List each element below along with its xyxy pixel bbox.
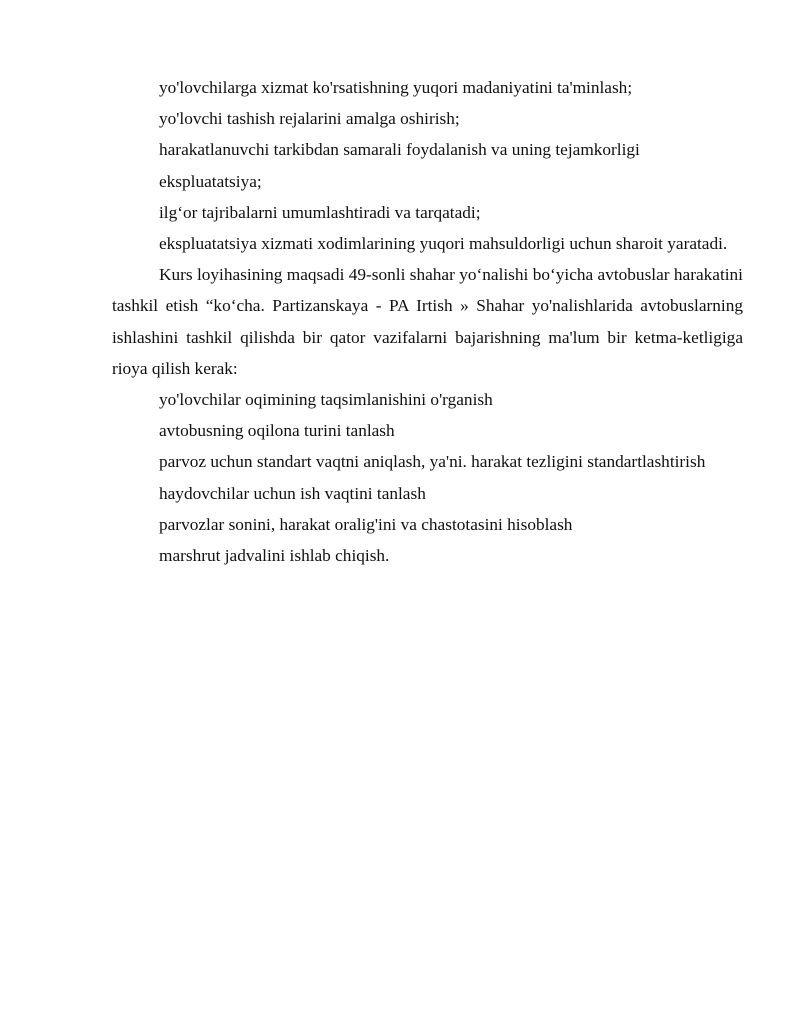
- paragraph-goal: Kurs loyihasining maqsadi 49-sonli shahar yo‘nalishi bo‘yicha avtobuslar harakatini tashkil etish “ko‘cha. Partizanskaya - PA Irtish » Shahar yo'nalishlarida avtobuslarning ishlashini tashkil qilishda bir qator vazifalarni bajarishning ma'lum bir ketma-ketligiga rioya qilish kerak:: [112, 265, 743, 378]
- text-line: yo'lovchi tashish rejalarini amalga oshirish;: [159, 109, 460, 129]
- task-item: haydovchilar uchun ish vaqtini tanlash: [159, 483, 426, 503]
- text-line: ilg‘or tajribalarni umumlashtiradi va tarqatadi;: [159, 202, 481, 222]
- task-item: parvozlar sonini, harakat oralig'ini va chastotasini hisoblash: [159, 514, 573, 534]
- task-item: yo'lovchilar oqimining taqsimlanishini o'rganish: [159, 390, 493, 410]
- task-item: marshrut jadvalini ishlab chiqish.: [159, 546, 390, 566]
- paragraph-staff: ekspluatatsiya xizmati xodimlarining yuqori mahsuldorligi uchun sharoit yaratadi.: [159, 234, 728, 254]
- text-line: harakatlanuvchi tarkibdan samarali foydalanish va uning tejamkorligi: [159, 140, 640, 160]
- text-line: ekspluatatsiya;: [159, 171, 262, 191]
- document-body: [112, 72, 743, 571]
- task-item: avtobusning oqilona turini tanlash: [159, 421, 395, 441]
- text-line: yo'lovchilarga xizmat ko'rsatishning yuqori madaniyatini ta'minlash;: [159, 78, 633, 97]
- task-item: parvoz uchun standart vaqtni aniqlash, ya'ni. harakat tezligini standartlashtirish: [159, 452, 706, 472]
